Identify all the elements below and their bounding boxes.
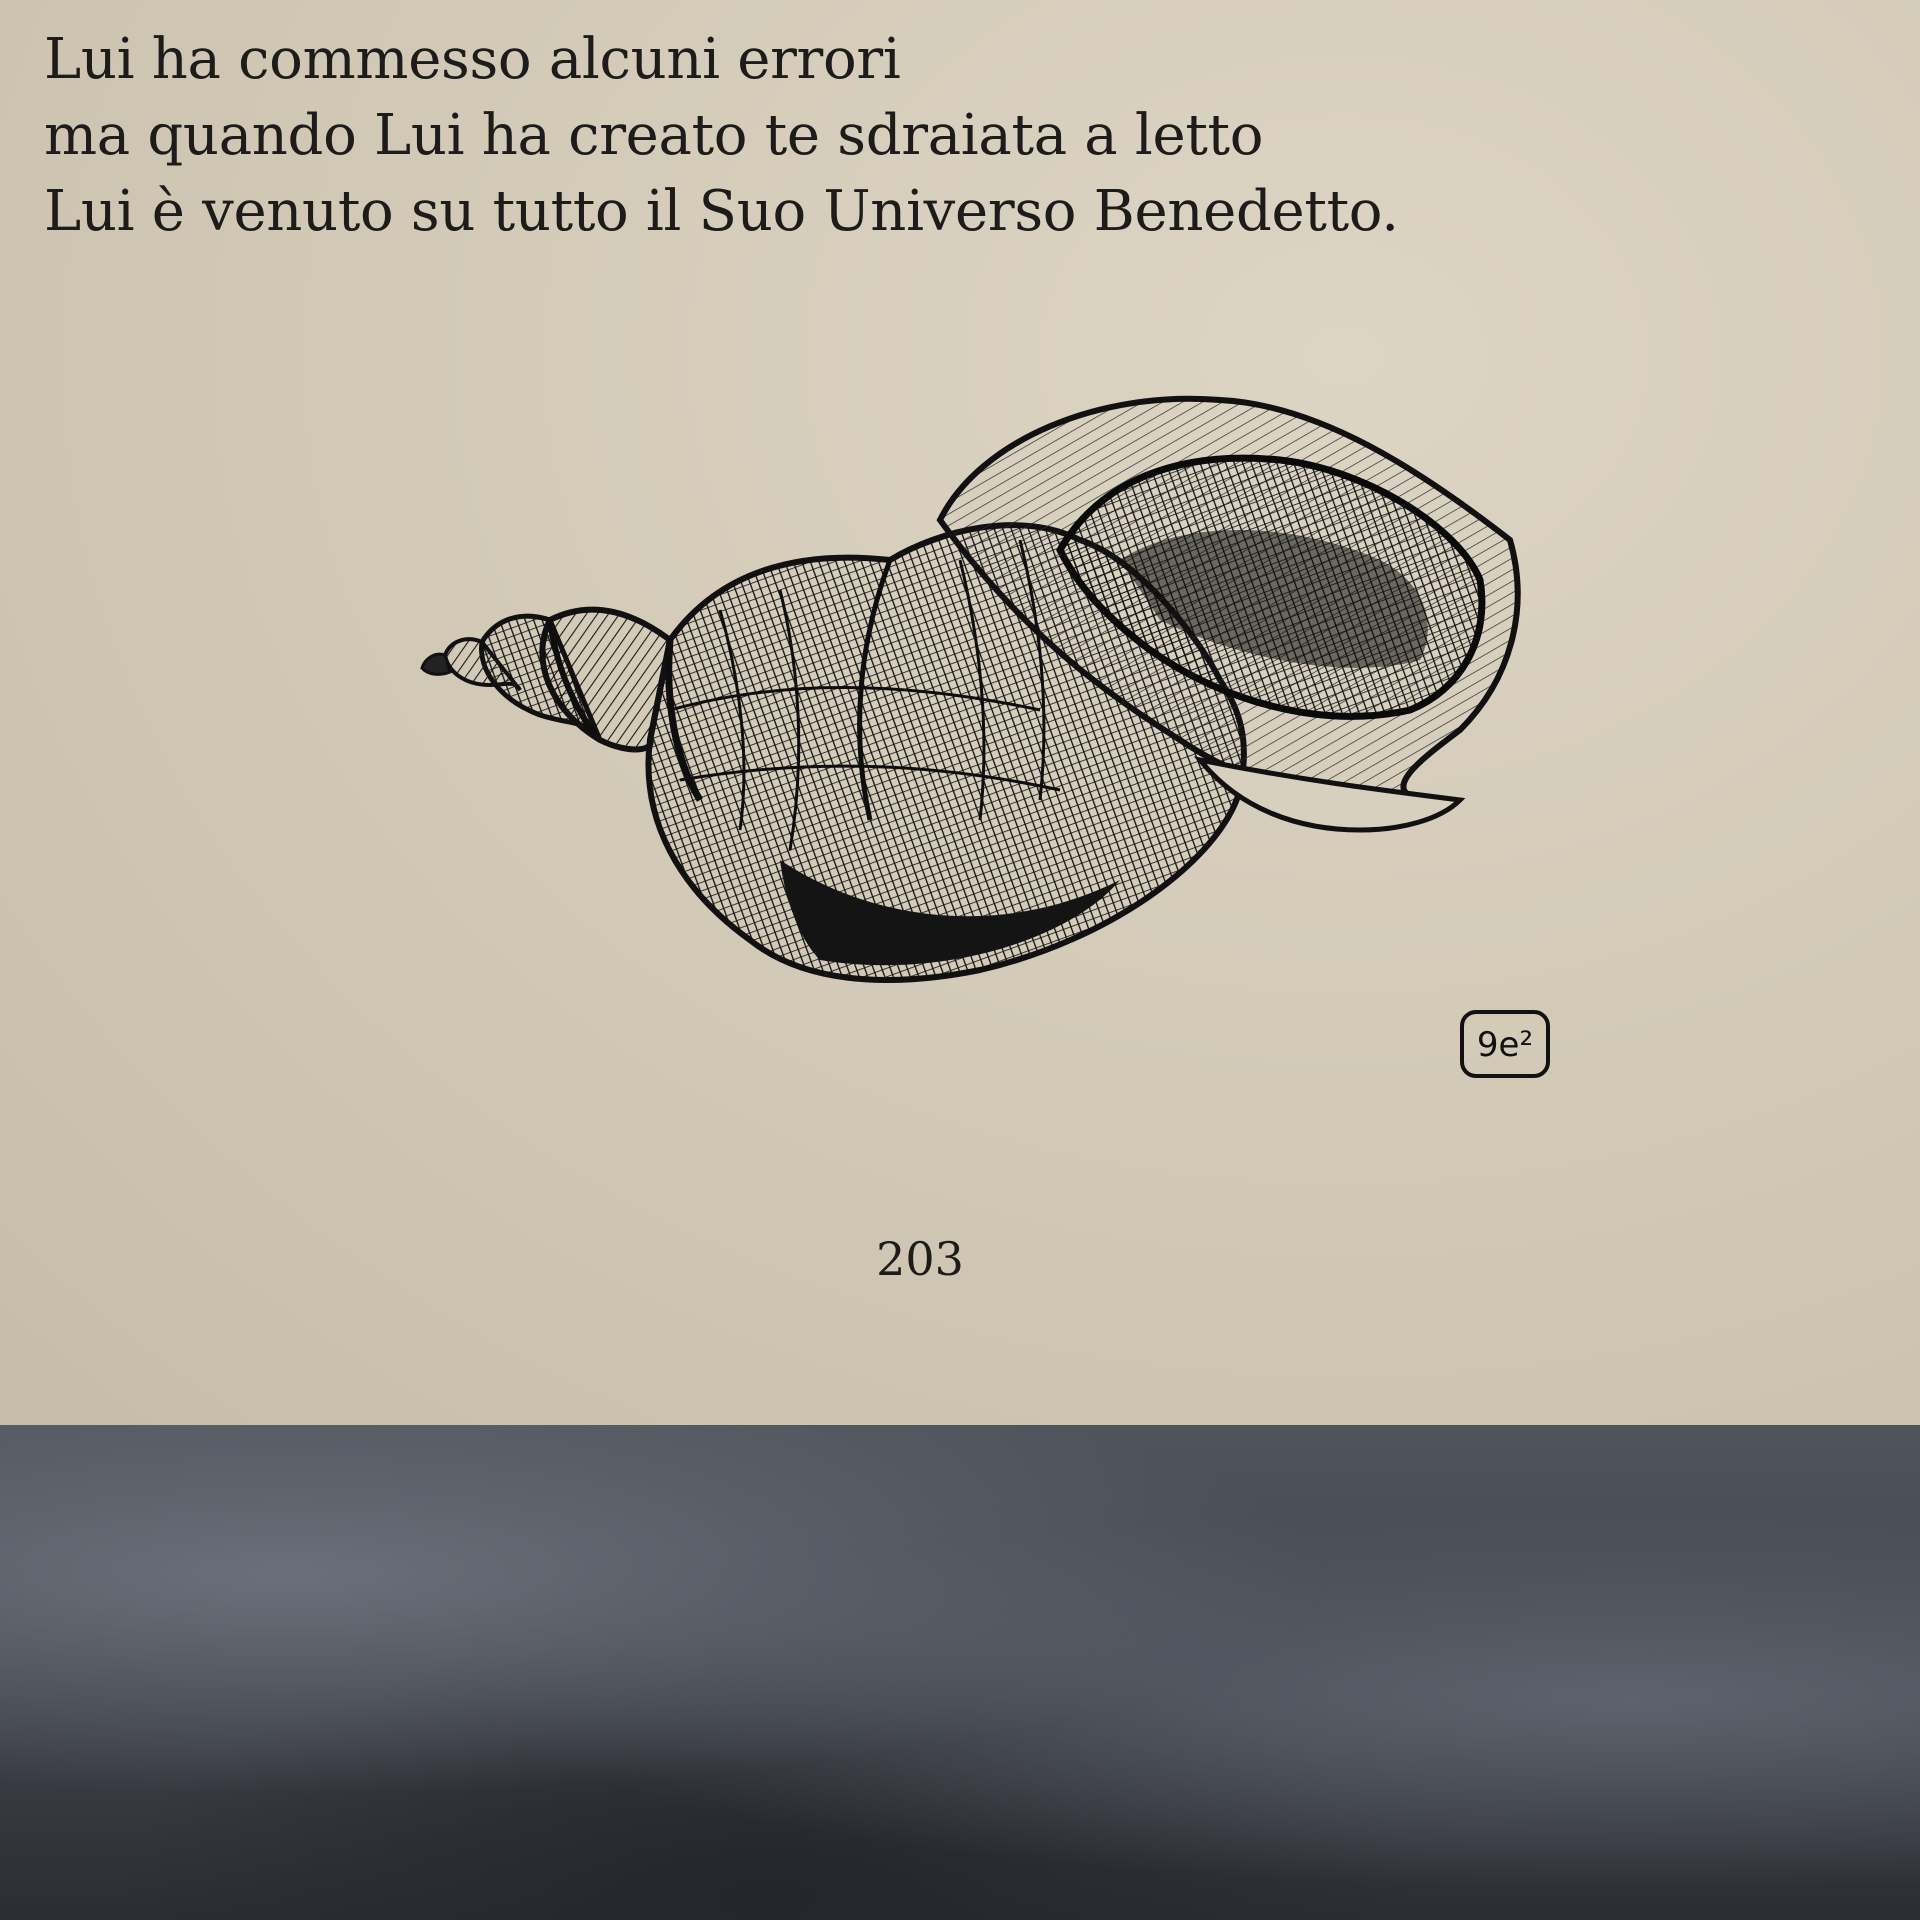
page-number: 203 bbox=[876, 1232, 964, 1286]
poem-line-2: ma quando Lui ha creato te sdraiata a letto bbox=[44, 103, 1264, 168]
dark-surface-background bbox=[0, 1425, 1920, 1920]
poem-text bbox=[44, 22, 1399, 250]
artist-signature bbox=[1462, 1012, 1548, 1076]
signature-text: 9e² bbox=[1476, 1025, 1534, 1065]
seashell-illustration bbox=[420, 380, 1560, 1100]
poem-line-3: Lui è venuto su tutto il Suo Universo Benedetto. bbox=[44, 179, 1399, 244]
spire-tip bbox=[422, 654, 450, 674]
poem-line-1: Lui ha commesso alcuni errori bbox=[44, 27, 901, 92]
